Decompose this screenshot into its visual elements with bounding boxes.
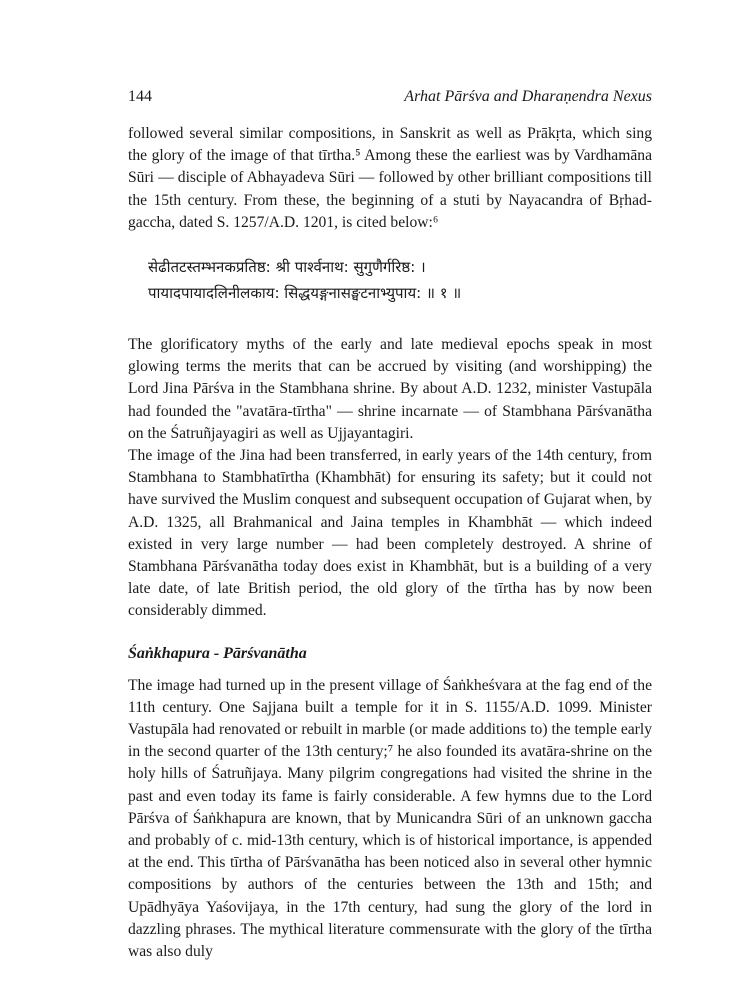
page-header bbox=[128, 88, 652, 106]
running-title: Arhat Pārśva and Dharaṇendra Nexus bbox=[404, 88, 652, 105]
paragraph-sankhapura: The image had turned up in the present village of Śaṅkheśvara at the fag end of the 11th century. One Sajjana built a temple for it in S. 1155/A.D. 1099. Minister Vastupāla had renovated or rebuilt in marble (or made additions to) the temple early in the second quarter of the 13th century;⁷ he also founded its avatāra-shrine on the holy hills of Śatruñjaya. Many pilgrim congregations had visited the shrine in the past and even today its fame is fairly considerable. A few hymns due to the Lord Pārśva of Śaṅkhapura are known, that by Municandra Sūri of an unknown gaccha and probably of c. mid-13th century, which is of historical importance, is appended at the end. This tīrtha of Pārśvanātha has been noticed also in several other hymnic compositions by authors of the centuries between the 13th and 15th; and Upādhyāya Yaśovijaya, in the 17th century, had sung the glory of the lord in dazzling phrases. The mythical literature commensurate with the glory of the tīrtha was also duly bbox=[128, 676, 652, 961]
page-number: 144 bbox=[128, 88, 152, 105]
section-heading: Śaṅkhapura - Pārśvanātha bbox=[128, 644, 307, 662]
paragraph-glorificatory-myths: The glorificatory myths of the early and late medieval epochs speak in most glowing terms the merits that can be accrued by visiting (and worshipping) the Lord Jina Pārśva in the Stambhana shrine. By about A.D. 1232, minister Vastupāla had founded the "avatāra-tīrtha" — shrine incarnate — of Stambhana Pārśvanātha on the Śatruñjayagiri as well as Ujjayantagiri. bbox=[128, 336, 652, 442]
verse-line-1: सेढीतटस्तम्भनकप्रतिष्ठ: श्री पार्श्वनाथ: सुगुणैर्गरिष्ठ: । bbox=[148, 258, 426, 277]
verse-line-2: पायादपायादलिनीलकाय: सिद्धयङ्गनासङ्घटनाभ्युपाय: ॥ १ ॥ bbox=[148, 284, 462, 303]
paragraph-image-transferred: The image of the Jina had been transferred, in early years of the 14th century, from Stambhana to Stambhatīrtha (Khambhāt) for ensuring its safety; but it could not have survived the Muslim conquest and subsequent occupation of Gujarat when, by A.D. 1325, all Brahmanical and Jaina temples in Khambhāt — which indeed existed in very large number — had been completely destroyed. A shrine of Stambhana Pārśvanātha today does exist in Khambhāt, but is a building of a very late date, of late British period, the old glory of the tīrtha has by now been considerably dimmed. bbox=[128, 447, 652, 620]
paragraph-continued: followed several similar compositions, in Sanskrit as well as Prākṛta, which sing the glory of the image of that tīrtha.⁵ Among these the earliest was by Vardhamāna Sūri — disciple of Abhayadeva Sūri — followed by other brilliant compositions till the 15th century. From these, the beginning of a stuti by Nayacandra of Bṛhad-gaccha, dated S. 1257/A.D. 1201, is cited below:⁶ bbox=[128, 125, 652, 231]
sanskrit-verse bbox=[148, 254, 652, 306]
